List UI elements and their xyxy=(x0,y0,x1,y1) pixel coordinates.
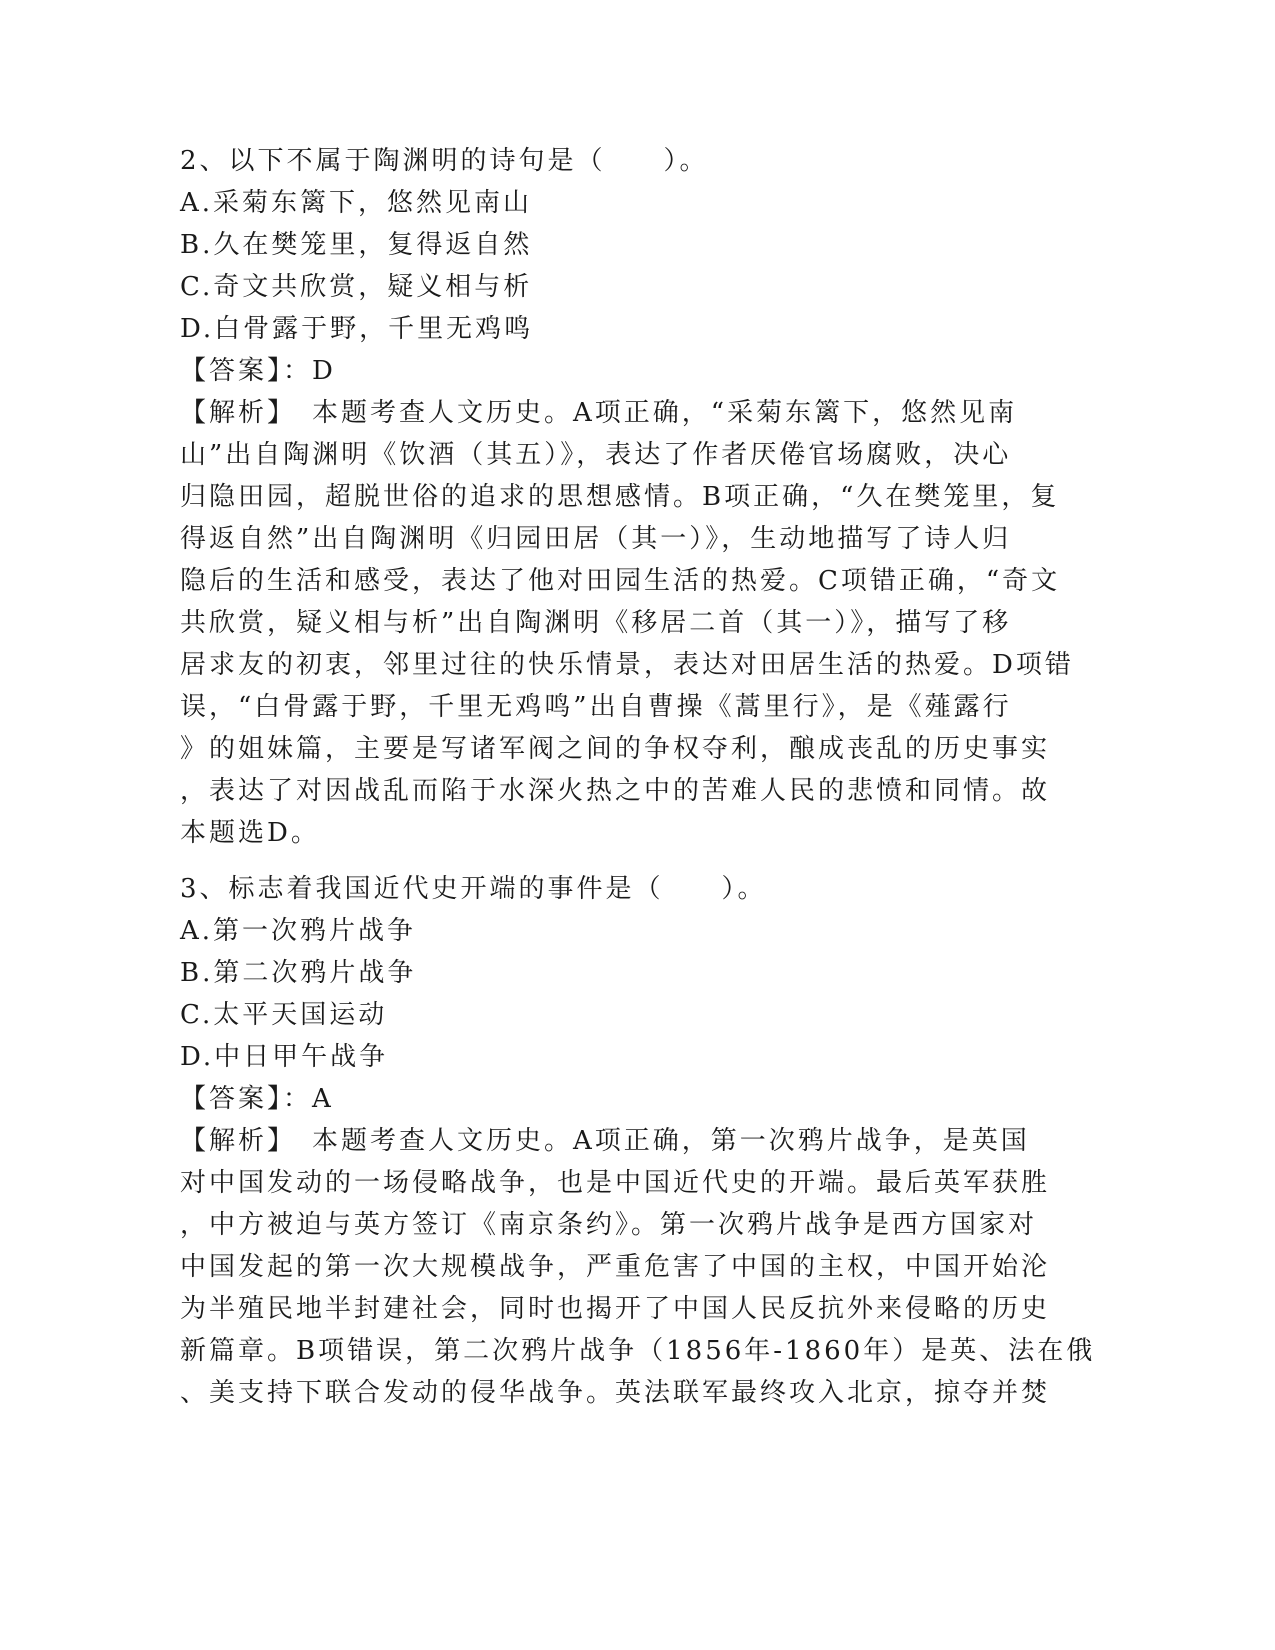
analysis-line: 本题选D。 xyxy=(180,818,320,848)
analysis-line: 得返自然”出自陶渊明《归园田居（其一）》，生动地描写了诗人归 xyxy=(180,524,1012,554)
analysis-line: 对中国发动的一场侵略战争，也是中国近代史的开端。最后英军获胜 xyxy=(180,1168,1051,1198)
document-page xyxy=(180,140,1096,1414)
answer-line: 【答案】：A xyxy=(180,1084,334,1114)
analysis-line: 归隐田园，超脱世俗的追求的思想感情。B项正确，“久在樊笼里，复 xyxy=(180,482,1060,512)
option-c: C.奇文共欣赏，疑义相与析 xyxy=(180,272,533,302)
analysis-line: 【解析】 本题考查人文历史。A项正确，“采菊东篱下，悠然见南 xyxy=(180,398,1018,428)
question-stem: 2、以下不属于陶渊明的诗句是（ ）。 xyxy=(180,146,709,176)
option-d: D.白骨露于野，千里无鸡鸣 xyxy=(180,314,534,344)
option-d: D.中日甲午战争 xyxy=(180,1042,389,1072)
analysis-line: 山”出自陶渊明《饮酒（其五）》，表达了作者厌倦官场腐败，决心 xyxy=(180,440,1012,470)
analysis-line: ，表达了对因战乱而陷于水深火热之中的苦难人民的悲愤和同情。故 xyxy=(180,776,1051,806)
answer-line: 【答案】：D xyxy=(180,356,336,386)
analysis-paragraph xyxy=(180,1120,1096,1414)
analysis-line: ，中方被迫与英方签订《南京条约》。第一次鸦片战争是西方国家对 xyxy=(180,1210,1038,1240)
question-3 xyxy=(180,868,1096,1414)
analysis-paragraph xyxy=(180,392,1074,854)
analysis-line: 误，“白骨露于野，千里无鸡鸣”出自曹操《蒿里行》，是《薤露行 xyxy=(180,692,1012,722)
analysis-line: 、美支持下联合发动的侵华战争。英法联军最终攻入北京，掠夺并焚 xyxy=(180,1378,1051,1408)
analysis-line: 中国发起的第一次大规模战争，严重危害了中国的主权，中国开始沦 xyxy=(180,1252,1051,1282)
option-b: B.久在樊笼里，复得返自然 xyxy=(180,230,533,260)
question-gap xyxy=(180,854,1040,868)
analysis-line: 【解析】 本题考查人文历史。A项正确，第一次鸦片战争，是英国 xyxy=(180,1126,1030,1156)
option-b: B.第二次鸦片战争 xyxy=(180,958,417,988)
analysis-line: 居求友的初衷，邻里过往的快乐情景，表达对田居生活的热爱。D项错 xyxy=(180,650,1074,680)
option-a: A.采菊东篱下，悠然见南山 xyxy=(180,188,533,218)
analysis-line: 共欣赏，疑义相与析”出自陶渊明《移居二首（其一）》，描写了移 xyxy=(180,608,1012,638)
option-a: A.第一次鸦片战争 xyxy=(180,916,417,946)
option-c: C.太平天国运动 xyxy=(180,1000,388,1030)
analysis-line: 》的姐妹篇，主要是写诸军阀之间的争权夺利，酿成丧乱的历史事实 xyxy=(180,734,1051,764)
question-2 xyxy=(180,140,1074,854)
question-stem: 3、标志着我国近代史开端的事件是（ ）。 xyxy=(180,874,767,904)
analysis-line: 为半殖民地半封建社会，同时也揭开了中国人民反抗外来侵略的历史 xyxy=(180,1294,1051,1324)
analysis-line: 隐后的生活和感受，表达了他对田园生活的热爱。C项错正确，“奇文 xyxy=(180,566,1061,596)
analysis-line: 新篇章。B项错误，第二次鸦片战争（1856年-1860年）是英、法在俄 xyxy=(180,1336,1096,1366)
